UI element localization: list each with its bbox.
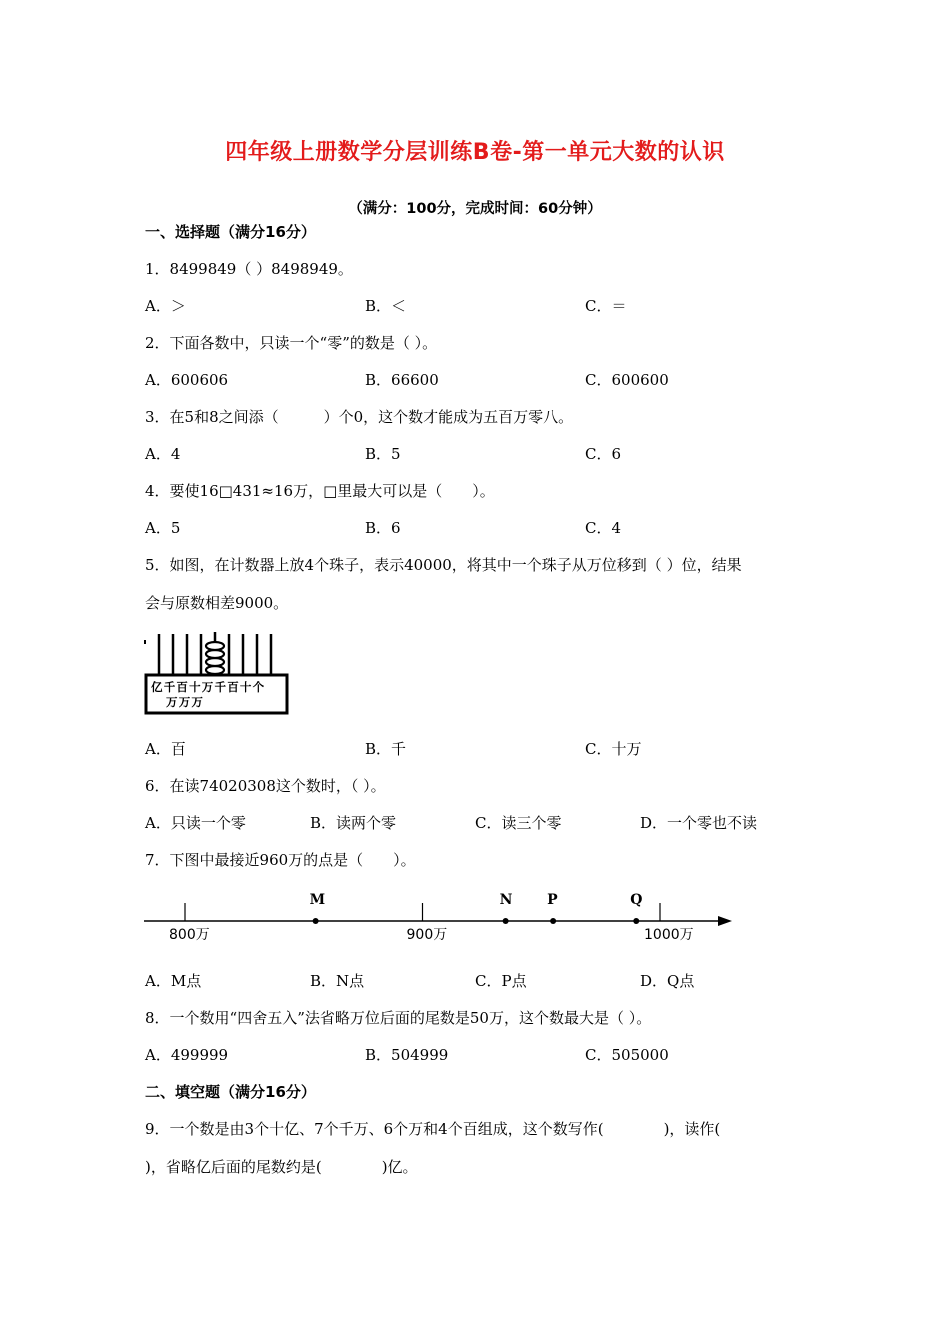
abacus-figure	[142, 628, 292, 718]
question-7: 7．下图中最接近960万的点是（ ）。	[145, 851, 416, 869]
question-9-line-1: 9．一个数是由3个十亿、7个千万、6个万和4个百组成，这个数写作( )，读作(	[145, 1120, 721, 1138]
q8-option-c: C．505000	[585, 1046, 669, 1064]
q7-option-b: B．N点	[310, 972, 365, 990]
q4-option-b: B．6	[365, 519, 401, 537]
number-line-figure	[140, 885, 740, 950]
q5-option-a: A．百	[145, 740, 186, 758]
q8-option-a: A．499999	[145, 1046, 229, 1064]
number-line-point	[550, 918, 556, 924]
q6-option-b: B．读两个零	[310, 814, 397, 832]
number-line-point	[313, 918, 319, 924]
question-2: 2．下面各数中，只读一个“零”的数是（ ）。	[145, 334, 438, 352]
q6-option-a: A．只读一个零	[145, 814, 246, 832]
number-line-point-label: M	[309, 892, 326, 908]
number-line-point-label: P	[547, 892, 558, 908]
question-1: 1．8499849（ ）8498949。	[145, 260, 353, 278]
number-line-tick-label: 800万	[169, 927, 210, 943]
question-9-line-2: )，省略亿后面的尾数约是( )亿。	[145, 1158, 418, 1176]
number-line-point-label: Q	[630, 892, 643, 908]
q1-option-b: B．＜	[365, 297, 407, 315]
q7-option-c: C．P点	[475, 972, 527, 990]
abacus-bead	[206, 666, 224, 674]
q3-option-a: A．4	[145, 445, 181, 463]
q7-option-d: D．Q点	[640, 972, 695, 990]
abacus-bead	[206, 642, 224, 650]
question-5-line-2: 会与原数相差9000。	[145, 594, 289, 612]
number-line-point	[503, 918, 509, 924]
q2-option-b: B．66600	[365, 371, 439, 389]
number-line-tick-label: 1000万	[644, 927, 694, 943]
number-line-tick-label: 900万	[406, 927, 448, 943]
q5-option-b: B．千	[365, 740, 407, 758]
q4-option-a: A．5	[145, 519, 181, 537]
page-title: 四年级上册数学分层训练B卷-第一单元大数的认识	[225, 140, 725, 165]
q5-option-c: C．十万	[585, 740, 642, 758]
abacus-place-labels-wan: 万万万	[166, 695, 205, 709]
q1-option-a: A．＞	[145, 297, 186, 315]
number-line-arrow	[718, 916, 732, 926]
question-8: 8．一个数用“四舍五入”法省略万位后面的尾数是50万，这个数最大是（ ）。	[145, 1009, 652, 1027]
section-heading-choice: 一、选择题（满分16分）	[145, 223, 316, 241]
q2-option-a: A．600606	[145, 371, 229, 389]
q6-option-c: C．读三个零	[475, 814, 562, 832]
q6-option-d: D．一个零也不读	[640, 814, 758, 832]
abacus-bead	[206, 658, 224, 666]
q1-option-c: C．＝	[585, 297, 627, 315]
q7-option-a: A．M点	[145, 972, 202, 990]
number-line-point	[633, 918, 639, 924]
q3-option-b: B．5	[365, 445, 401, 463]
page-subtitle: （满分：100分，完成时间：60分钟）	[348, 201, 602, 217]
q3-option-c: C．6	[585, 445, 622, 463]
question-5-line-1: 5．如图，在计数器上放4个珠子，表示40000，将其中一个珠子从万位移到（ ）位，结果	[145, 556, 742, 574]
q4-option-c: C．4	[585, 519, 622, 537]
q2-option-c: C．600600	[585, 371, 669, 389]
abacus-place-labels: 亿千百十万千百十个	[151, 680, 266, 694]
abacus-beads	[206, 642, 224, 674]
number-line-point-label: N	[499, 892, 513, 908]
question-6: 6．在读74020308这个数时，（ ）。	[145, 777, 386, 795]
abacus-bead	[206, 650, 224, 658]
q8-option-b: B．504999	[365, 1046, 449, 1064]
section-heading-fill: 二、填空题（满分16分）	[145, 1083, 316, 1101]
question-3: 3．在5和8之间添（ ）个0，这个数才能成为五百万零八。	[145, 408, 574, 426]
question-4: 4．要使16□431≈16万，□里最大可以是（ ）。	[145, 482, 495, 500]
